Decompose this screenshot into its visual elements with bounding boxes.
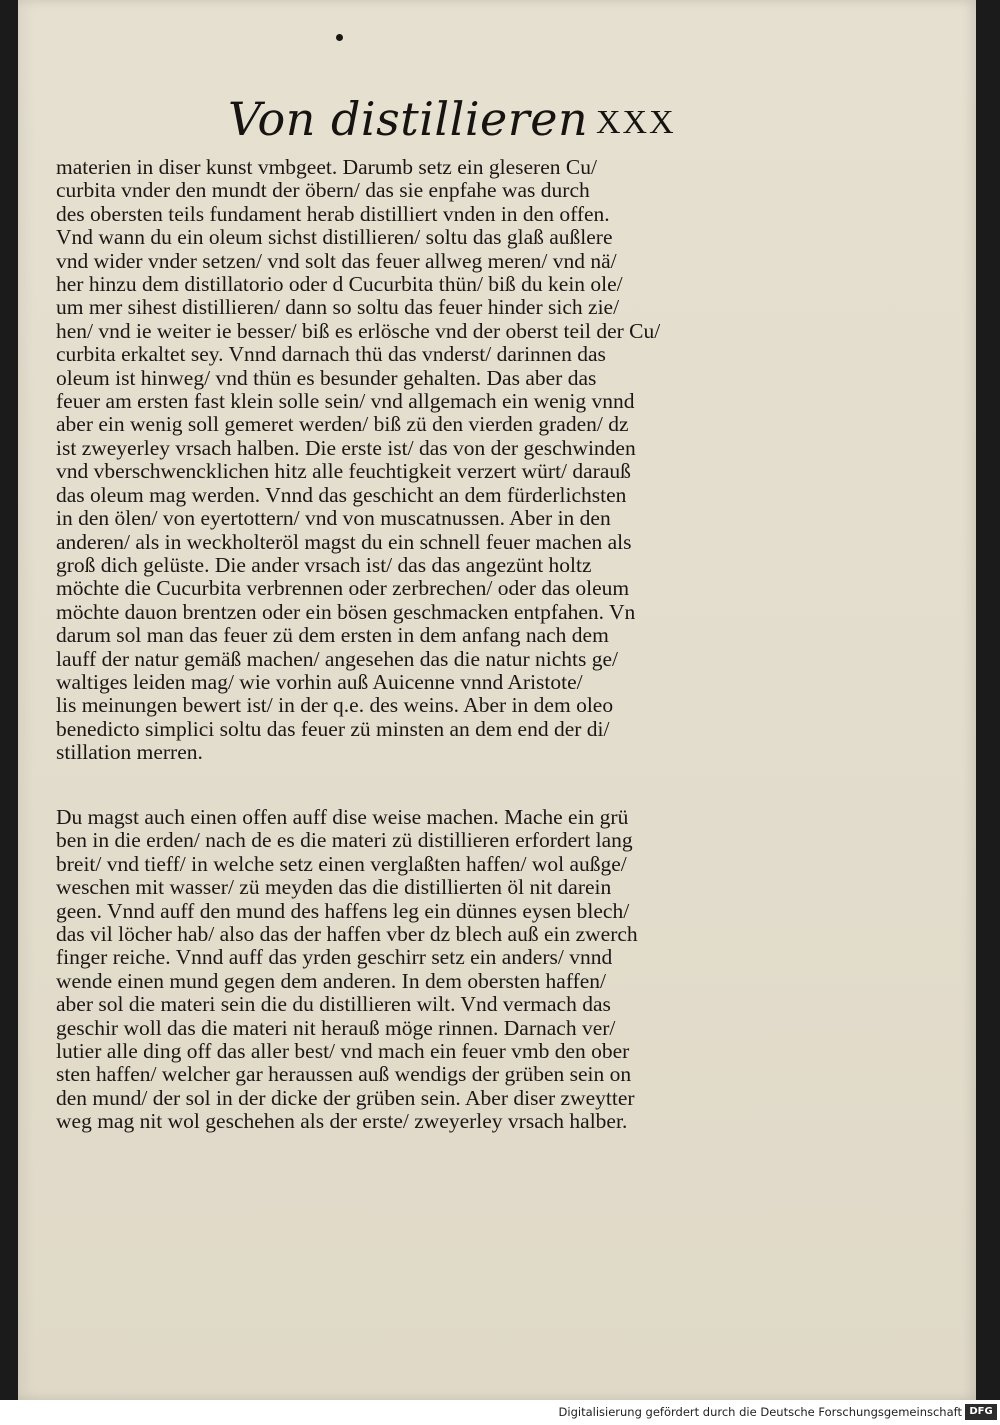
text-line: des obersten teils fundament herab distilliert vnden in den offen. (56, 202, 610, 226)
text-line: geen. Vnnd auff den mund des haffens leg ein dünnes eysen blech/ (56, 899, 630, 923)
text-line: stillation merren. (56, 741, 203, 765)
text-line: das oleum mag werden. Vnnd das geschicht an dem fürderlichsten (56, 483, 627, 507)
digitization-footer (0, 1400, 1000, 1425)
text-line: in den ölen/ von eyertottern/ vnd von muscatnussen. Aber in den (56, 507, 611, 531)
text-line: ist zweyerley vrsach halben. Die erste ist/ das von der geschwinden (56, 436, 636, 460)
running-title: Von distillieren (228, 92, 589, 146)
text-line: breit/ vnd tieff/ in welche setz einen verglaßten haffen/ wol außge/ (56, 852, 627, 876)
text-line: weg mag nit wol geschehen als der erste/ zweyerley vrsach halber. (56, 1110, 628, 1134)
text-line: das vil löcher hab/ also das der haffen vber dz blech auß ein zwerch (56, 923, 638, 947)
text-line: möchte dauon brentzen oder ein bösen geschmacken entpfahen. Vn (56, 600, 636, 624)
text-line: weschen mit wasser/ zü meyden das die distillierten öl nit darein (56, 876, 612, 900)
text-line: waltiges leiden mag/ wie vorhin auß Auicenne vnnd Aristote/ (56, 670, 583, 694)
text-line: aber sol die materi sein die du distillieren wilt. Vnd vermach das (56, 993, 611, 1017)
text-line: curbita erkaltet sey. Vnnd darnach thü das vnderst/ darinnen das (56, 343, 606, 367)
text-line: geschir woll das die materi nit herauß möge rinnen. Darnach ver/ (56, 1016, 616, 1040)
text-line: lutier alle ding off das aller best/ vnd mach ein feuer vmb den ober (56, 1040, 630, 1064)
paragraph-2 (56, 806, 706, 1134)
funding-credit: Digitalisierung gefördert durch die Deutsche Forschungsgemeinschaft (558, 1405, 962, 1419)
dfg-logo: DFG (965, 1404, 997, 1420)
text-line: finger reiche. Vnnd auff das yrden geschirr setz ein anders/ vnnd (56, 946, 613, 970)
text-line: groß dich gelüste. Die ander vrsach ist/ das das angezünt holtz (56, 553, 592, 577)
text-line: Vnd wann du ein oleum sichst distillieren/ soltu das glaß außlere (56, 226, 613, 250)
text-line: wende einen mund gegen dem anderen. In dem obersten haffen/ (56, 969, 607, 993)
text-line: curbita vnder den mundt der öbern/ das sie enpfahe was durch (56, 179, 590, 203)
text-line: benedicto simplici soltu das feuer zü minsten an dem end der di/ (56, 717, 610, 741)
text-line: Du magst auch einen offen auff dise weise machen. Mache ein grü (56, 806, 629, 829)
paragraph-1 (56, 156, 706, 765)
text-line: hen/ vnd ie weiter ie besser/ biß es erlösche vnd der oberst teil der Cu/ (56, 319, 661, 343)
text-line: her hinzu dem distillatorio oder d Cucurbita thün/ biß du kein ole/ (56, 273, 623, 297)
text-line: vnd vberschwencklichen hitz alle feuchtigkeit verzert würt/ darauß (56, 460, 631, 484)
book-page (18, 0, 976, 1400)
page-hole-mark (336, 34, 343, 41)
page-header (18, 92, 976, 152)
text-line: um mer sihest distillieren/ dann so soltu das feuer hinder sich zie/ (56, 296, 620, 320)
text-line: anderen/ als in weckholteröl magst du ein schnell feuer machen als (56, 530, 632, 554)
text-line: den mund/ der sol in der dicke der grüben sein. Aber diser zweytter (56, 1086, 635, 1110)
text-line: aber ein wenig soll gemeret werden/ biß zü den vierden graden/ dz (56, 413, 629, 437)
text-line: oleum ist hinweg/ vnd thün es besunder gehalten. Das aber das (56, 366, 597, 390)
text-line: möchte die Cucurbita verbrennen oder zerbrechen/ oder das oleum (56, 577, 630, 601)
folio-number: XXX (596, 104, 676, 141)
text-line: lis meinungen bewert ist/ in der q.e. des weins. Aber in dem oleo (56, 694, 614, 718)
text-line: materien in diser kunst vmbgeet. Darumb setz ein gleseren Cu/ (56, 156, 597, 179)
text-line: feuer am ersten fast klein solle sein/ vnd allgemach ein wenig vnnd (56, 390, 635, 414)
text-line: ben in die erden/ nach de es die materi zü distillieren erfordert lang (56, 829, 633, 853)
text-line: darum sol man das feuer zü dem ersten in dem anfang nach dem (56, 624, 609, 648)
text-line: lauff der natur gemäß machen/ angesehen das die natur nichts ge/ (56, 647, 618, 671)
text-line: sten haffen/ welcher gar heraussen auß wendigs der grüben sein on (56, 1063, 632, 1087)
text-line: vnd wider vnder setzen/ vnd solt das feuer allweg meren/ vnd nä/ (56, 249, 617, 273)
